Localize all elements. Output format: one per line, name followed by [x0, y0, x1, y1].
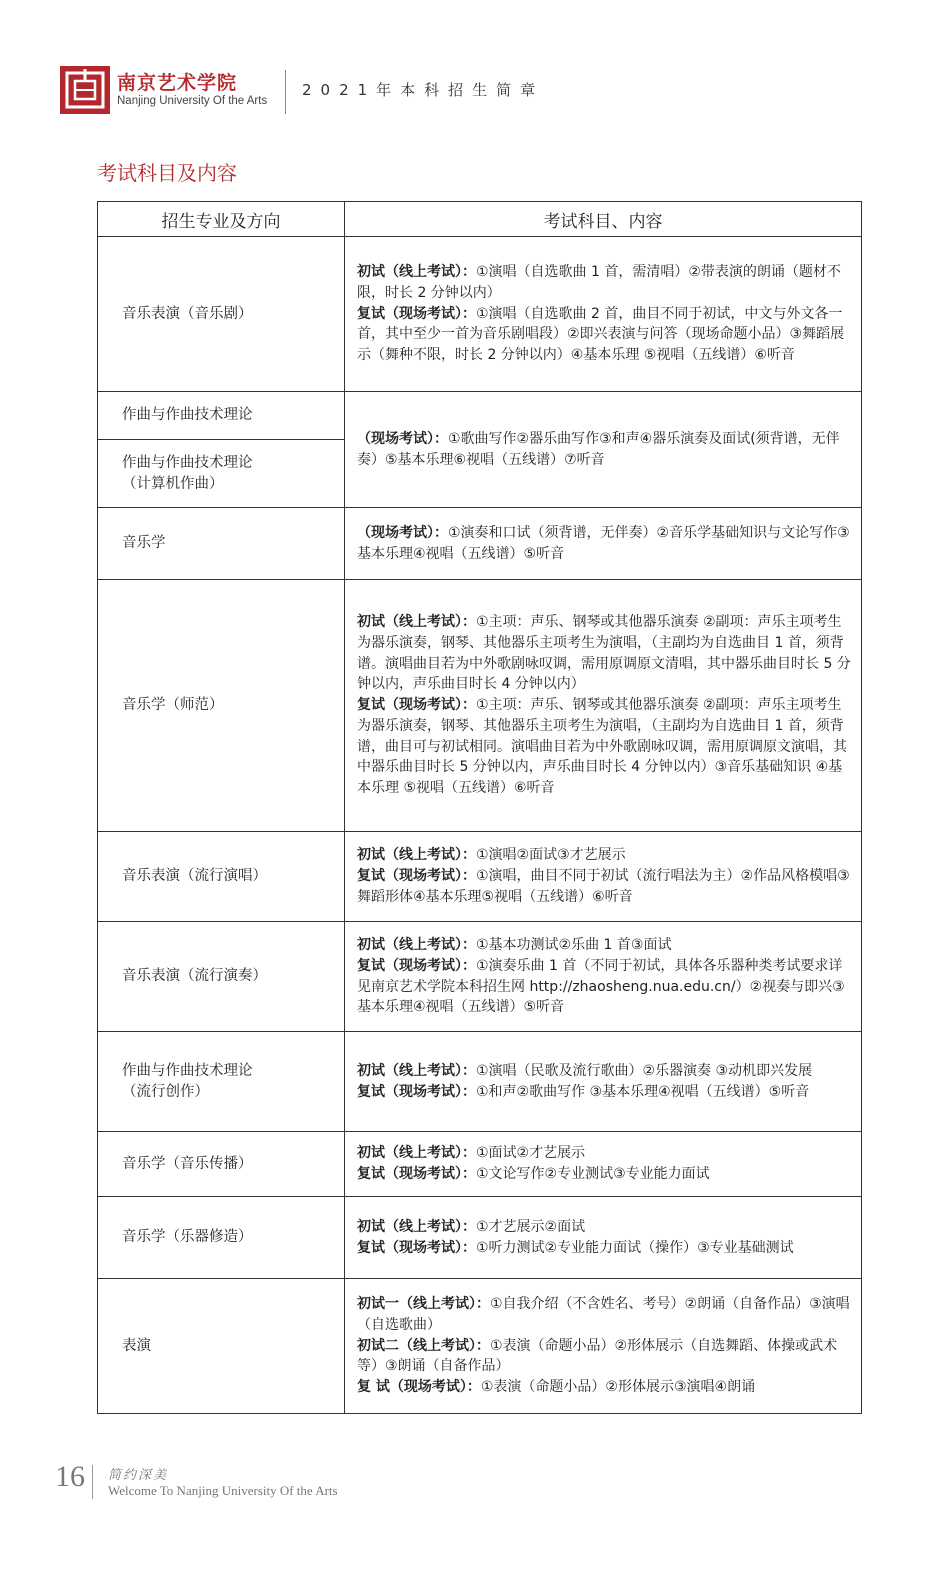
exam-stage-label: 初试（线上考试）： — [357, 614, 476, 631]
exam-stage-text: ①演奏乐曲 1 首（不同于初试，具体各乐器种类考试要求详见南京艺术学院本科招生网 http://zhaosheng.nua.edu.cn/）②视奏与即兴③基本乐理④视唱（五线谱）⑤听音 — [357, 957, 845, 1016]
table-header-row — [98, 202, 862, 237]
major-line: （计算机作曲） — [122, 475, 224, 492]
section-title: 考试科目及内容 — [97, 161, 237, 185]
exam-stage-text: ①自我介绍（不含姓名、考号）②朗诵（自备作品）③演唱（自选歌曲） — [357, 1296, 850, 1333]
header-divider — [285, 70, 286, 114]
major-cell: 音乐表演（音乐剧） — [98, 237, 345, 392]
table-row — [98, 832, 862, 922]
table-row — [98, 1279, 862, 1414]
exam-stage-text: ①演唱（自选歌曲 1 首，需清唱）②带表演的朗诵（题材不限，时长 2 分钟以内） — [357, 264, 841, 301]
exam-stage-label: （现场考试）： — [357, 430, 448, 447]
column-header-major: 招生专业及方向 — [98, 202, 345, 237]
exam-stage-label: 复试（现场考试）： — [357, 697, 476, 714]
exam-stage-text: ①和声②歌曲写作 ③基本乐理④视唱（五线谱）⑤听音 — [476, 1083, 810, 1100]
table-row — [98, 922, 862, 1032]
content-cell — [345, 508, 862, 580]
exam-stage-text: ①演唱②面试③才艺展示 — [476, 847, 626, 864]
exam-stage-text: ①面试②才艺展示 — [476, 1145, 586, 1162]
logo-english-name: Nanjing University Of the Arts — [117, 95, 268, 107]
exam-stage-label: 初试（线上考试）： — [357, 1145, 476, 1162]
exam-stage-label: 复 试（现场考试）： — [357, 1379, 481, 1396]
major-line: 作曲与作曲技术理论 — [122, 454, 253, 471]
content-cell — [345, 1032, 862, 1132]
major-cell: 作曲与作曲技术理论 — [98, 392, 345, 440]
exam-stage-label: 初试（线上考试）： — [357, 264, 476, 281]
exam-stage-text: ①表演（命题小品）②形体展示③演唱④朗诵 — [480, 1379, 756, 1396]
content-cell — [345, 580, 862, 832]
exam-stage-label: 复试（现场考试）： — [357, 1083, 476, 1100]
table-row — [98, 237, 862, 392]
exam-stage-label: 复试（现场考试）： — [357, 305, 476, 322]
content-cell — [345, 237, 862, 392]
content-cell — [345, 832, 862, 922]
exam-stage-text: ①演唱（民歌及流行歌曲）②乐器演奏 ③动机即兴发展 — [476, 1062, 813, 1079]
exam-subjects-table — [97, 201, 862, 1414]
major-cell — [98, 1032, 345, 1132]
exam-stage-label: （现场考试）： — [357, 524, 448, 541]
footer-welcome: Welcome To Nanjing University Of the Arts — [108, 1483, 338, 1498]
exam-stage-label: 初试二（线上考试）： — [357, 1337, 490, 1354]
exam-stage-text: ①演唱（自选歌曲 2 首，曲目不同于初试，中文与外文各一首，其中至少一首为音乐剧唱段）②即兴表演与问答（现场命题小品）③舞蹈展示（舞种不限，时长 2 分钟以内）④基本乐理 ⑤视唱（五线谱）⑥听音 — [357, 305, 845, 364]
exam-stage-text: ①演奏和口试（须背谱，无伴奏）②音乐学基础知识与文论写作③基本乐理④视唱（五线谱）⑤听音 — [357, 524, 850, 562]
column-header-content: 考试科目、内容 — [345, 202, 862, 237]
exam-stage-text: ①文论写作②专业测试③专业能力面试 — [476, 1166, 710, 1182]
table-row — [98, 580, 862, 832]
content-cell — [345, 922, 862, 1032]
logo-chinese-name: 南京艺术学院 — [117, 72, 238, 94]
page-header — [60, 66, 880, 116]
table-row — [98, 1197, 862, 1279]
major-cell: 音乐表演（流行演奏） — [98, 922, 345, 1032]
footer-divider — [92, 1465, 93, 1499]
major-cell — [98, 440, 345, 508]
exam-stage-label: 复试（现场考试）： — [357, 1239, 476, 1256]
exam-stage-text: ①主项：声乐、钢琴或其他器乐演奏 ②副项：声乐主项考生为器乐演奏，钢琴、其他器乐主项考生为演唱，（主副均为自选曲目 1 首，须背谱。演唱曲目若为中外歌剧咏叹调，需用原调原文清唱，其中器乐曲目时长 5 分钟以内，声乐曲目时长 4 分钟以内） — [357, 614, 851, 693]
major-cell: 音乐学（师范） — [98, 580, 345, 832]
exam-stage-label: 复试（现场考试）： — [357, 1166, 476, 1182]
major-line: （流行创作） — [122, 1083, 209, 1100]
exam-stage-label: 初试（线上考试）： — [357, 847, 476, 864]
content-cell — [345, 1197, 862, 1279]
major-cell: 音乐学（乐器修造） — [98, 1197, 345, 1279]
exam-stage-text: ①听力测试②专业能力面试（操作）③专业基础测试 — [476, 1239, 794, 1256]
major-cell: 音乐学（音乐传播） — [98, 1132, 345, 1197]
footer-motto: 简约深美 — [108, 1468, 169, 1483]
page-number: 16 — [55, 1460, 85, 1493]
exam-stage-label: 复试（现场考试）： — [357, 957, 476, 974]
table-row — [98, 1132, 862, 1197]
exam-stage-text: ①基本功测试②乐曲 1 首③面试 — [476, 937, 672, 954]
exam-stage-text: ①主项：声乐、钢琴或其他器乐演奏 ②副项：声乐主项考生为器乐演奏，钢琴、其他器乐主项考生为演唱，（主副均为自选曲目 1 首，须背谱，曲目可与初试相同。演唱曲目若为中外歌剧咏叹调，需用原调原文演唱，其中器乐曲目时长 5 分钟以内，声乐曲目时长 4 分钟以内）③音乐基础知识 ④基本乐理 ⑤视唱（五线谱）⑥听音 — [357, 697, 847, 796]
university-logo-icon — [60, 66, 110, 114]
exam-stage-text: ①才艺展示②面试 — [476, 1218, 586, 1235]
major-cell: 音乐表演（流行演唱） — [98, 832, 345, 922]
exam-stage-label: 初试（线上考试）： — [357, 1218, 476, 1235]
major-cell: 表演 — [98, 1279, 345, 1414]
content-cell — [345, 1279, 862, 1414]
content-cell — [345, 392, 862, 508]
table-row — [98, 508, 862, 580]
table-row — [98, 1032, 862, 1132]
exam-stage-label: 复试（现场考试）： — [357, 868, 476, 885]
exam-stage-label: 初试（线上考试）： — [357, 937, 476, 954]
major-line: 作曲与作曲技术理论 — [122, 1062, 253, 1079]
header-title: 2021年本科招生简章 — [302, 81, 545, 99]
exam-stage-label: 初试（线上考试）： — [357, 1062, 476, 1079]
exam-stage-text: ①歌曲写作②器乐曲写作③和声④器乐演奏及面试(须背谱，无伴奏）⑤基本乐理⑥视唱（五线谱）⑦听音 — [357, 430, 840, 468]
exam-stage-text: ①演唱，曲目不同于初试（流行唱法为主）②作品风格模唱③舞蹈形体④基本乐理⑤视唱（五线谱）⑥听音 — [357, 868, 850, 905]
exam-stage-label: 初试一（线上考试）： — [357, 1296, 490, 1313]
content-cell — [345, 1132, 862, 1197]
major-cell: 音乐学 — [98, 508, 345, 580]
exam-stage-text: ①表演（命题小品）②形体展示（自选舞蹈、体操或武术等）③朗诵（自备作品） — [357, 1337, 838, 1375]
table-row — [98, 392, 862, 440]
